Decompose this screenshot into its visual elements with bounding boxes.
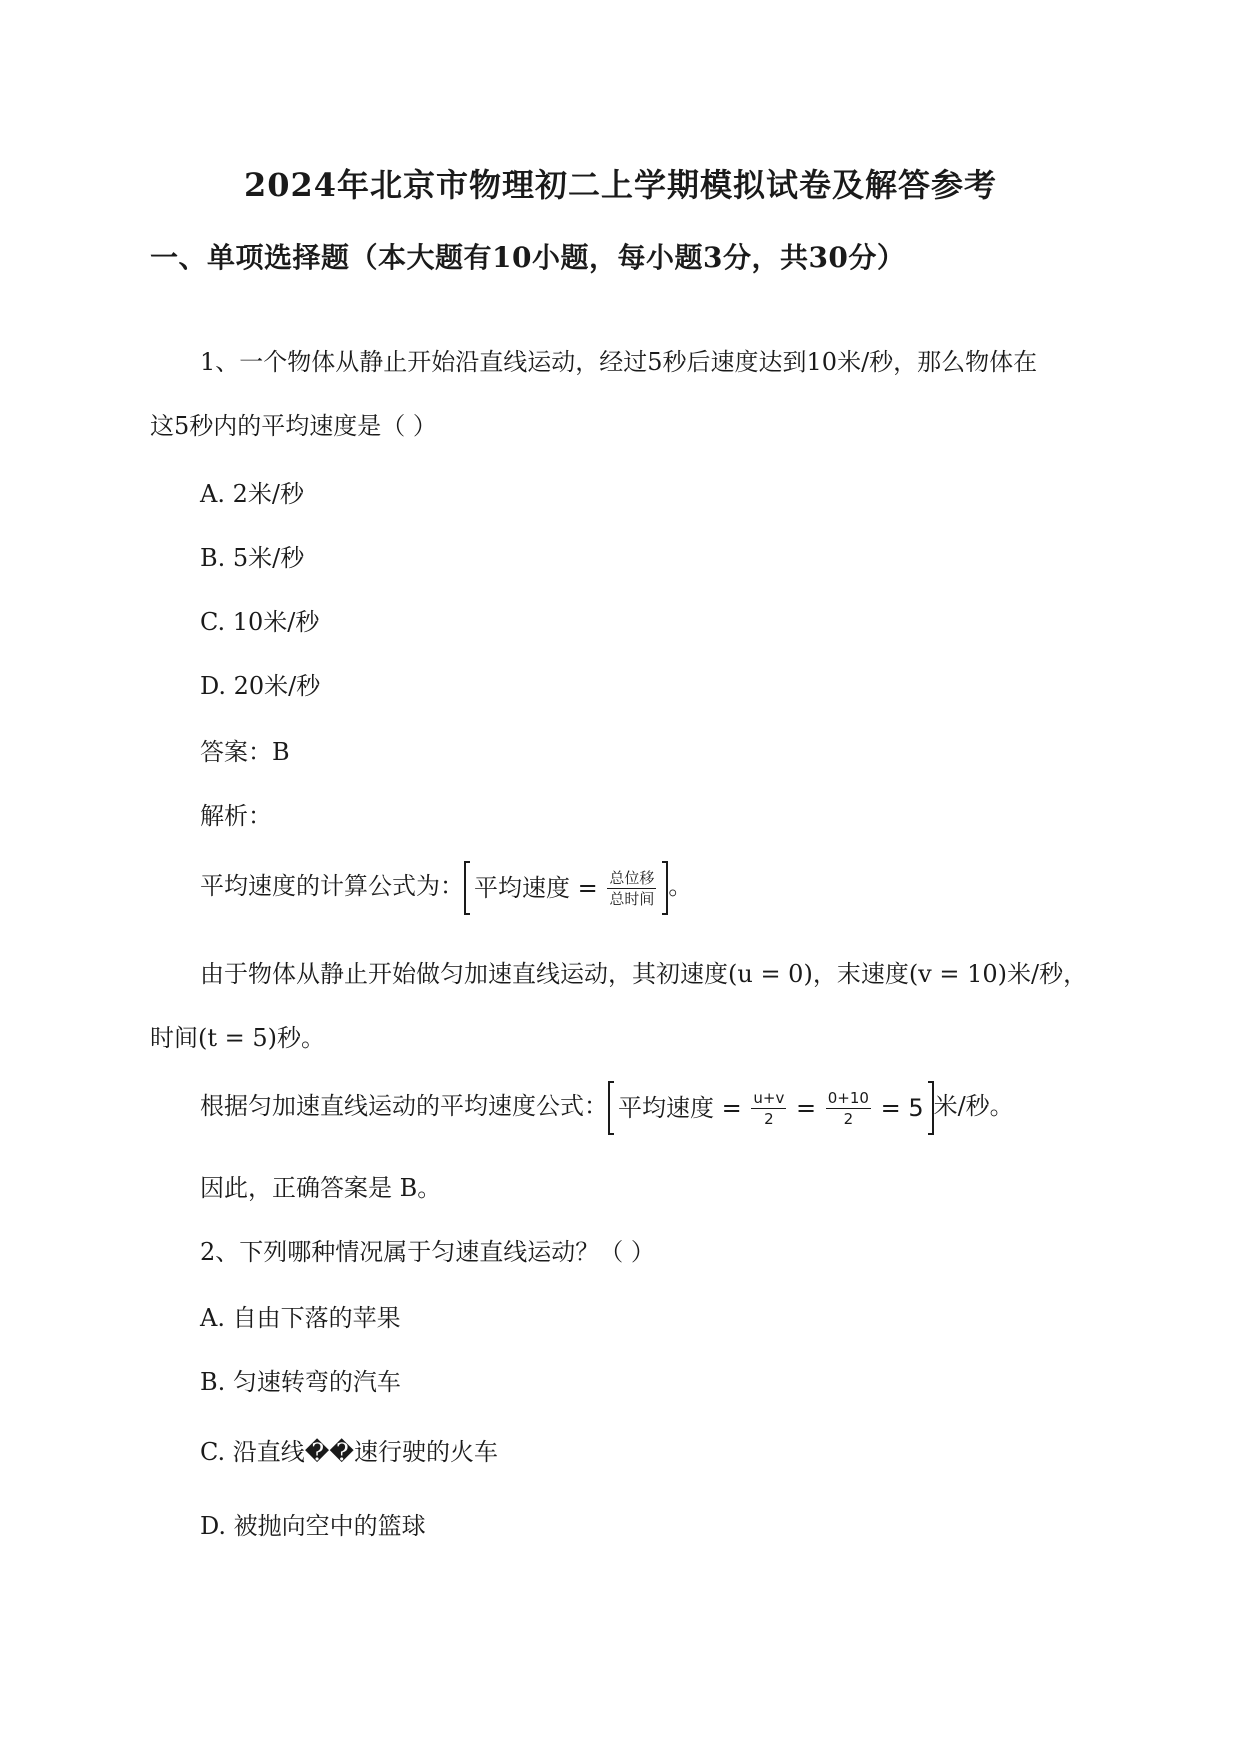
uniform-lhs: 平均速度 =	[618, 1093, 742, 1122]
formula-numerator: 总位移	[609, 869, 655, 887]
formula-fraction	[607, 868, 656, 909]
uniform-numerator-1: u+v	[753, 1089, 785, 1107]
q1-text-line2: 这5秒内的平均速度是（ ）	[150, 412, 437, 440]
q1-conclusion: 因此，正确答案是 B。	[200, 1174, 442, 1202]
q1-option-d: D. 20米/秒	[200, 672, 321, 700]
uniform-intro: 根据匀加速直线运动的平均速度公式：	[200, 1092, 608, 1120]
uniform-unit: 米/秒。	[933, 1092, 1014, 1120]
uniform-denominator-1: 2	[764, 1110, 774, 1128]
q1-option-b: B. 5米/秒	[200, 544, 305, 572]
q2-option-b: B. 匀速转弯的汽车	[200, 1368, 401, 1396]
q1-uniform-formula-line	[200, 1076, 1014, 1136]
q1-text-line1: 1、一个物体从静止开始沿直线运动，经过5秒后速度达到10米/秒，那么物体在	[200, 348, 1038, 376]
formula-lhs: 平均速度 =	[474, 873, 598, 902]
uniform-equals: =	[795, 1093, 817, 1122]
formula-bracket	[464, 861, 668, 915]
uniform-bracket	[608, 1081, 934, 1135]
uniform-fraction-1	[751, 1088, 786, 1129]
formula-end: 。	[668, 872, 693, 900]
q2-option-a: A. 自由下落的苹果	[200, 1304, 401, 1332]
uniform-fraction-2	[826, 1088, 871, 1129]
uniform-denominator-2: 2	[843, 1110, 854, 1128]
page-title: 2024年北京市物理初二上学期模拟试卷及解答参考	[243, 166, 998, 204]
q2-question: 2、下列哪种情况属于匀速直线运动？（ ）	[200, 1238, 655, 1266]
q2-option-c: C. 沿直线��速行驶的火车	[200, 1438, 498, 1466]
uniform-result: = 5	[880, 1093, 924, 1122]
q2-option-d: D. 被抛向空中的篮球	[200, 1512, 426, 1540]
q1-reason-line1: 由于物体从静止开始做匀加速直线运动，其初速度(u = 0)，末速度(v = 10)米/秒，	[200, 960, 1088, 988]
q1-option-a: A. 2米/秒	[200, 480, 304, 508]
q1-answer: 答案：B	[200, 738, 290, 766]
formula-denominator: 总时间	[609, 890, 655, 908]
formula-intro: 平均速度的计算公式为：	[200, 872, 464, 900]
q1-option-c: C. 10米/秒	[200, 608, 320, 636]
q1-formula-line	[200, 856, 692, 916]
uniform-numerator-2: 0+10	[827, 1089, 869, 1107]
q1-reason-line2: 时间(t = 5)秒。	[150, 1024, 326, 1052]
section-heading: 一、单项选择题（本大题有10小题，每小题3分，共30分）	[150, 241, 906, 274]
q1-analysis-label: 解析：	[200, 802, 272, 830]
